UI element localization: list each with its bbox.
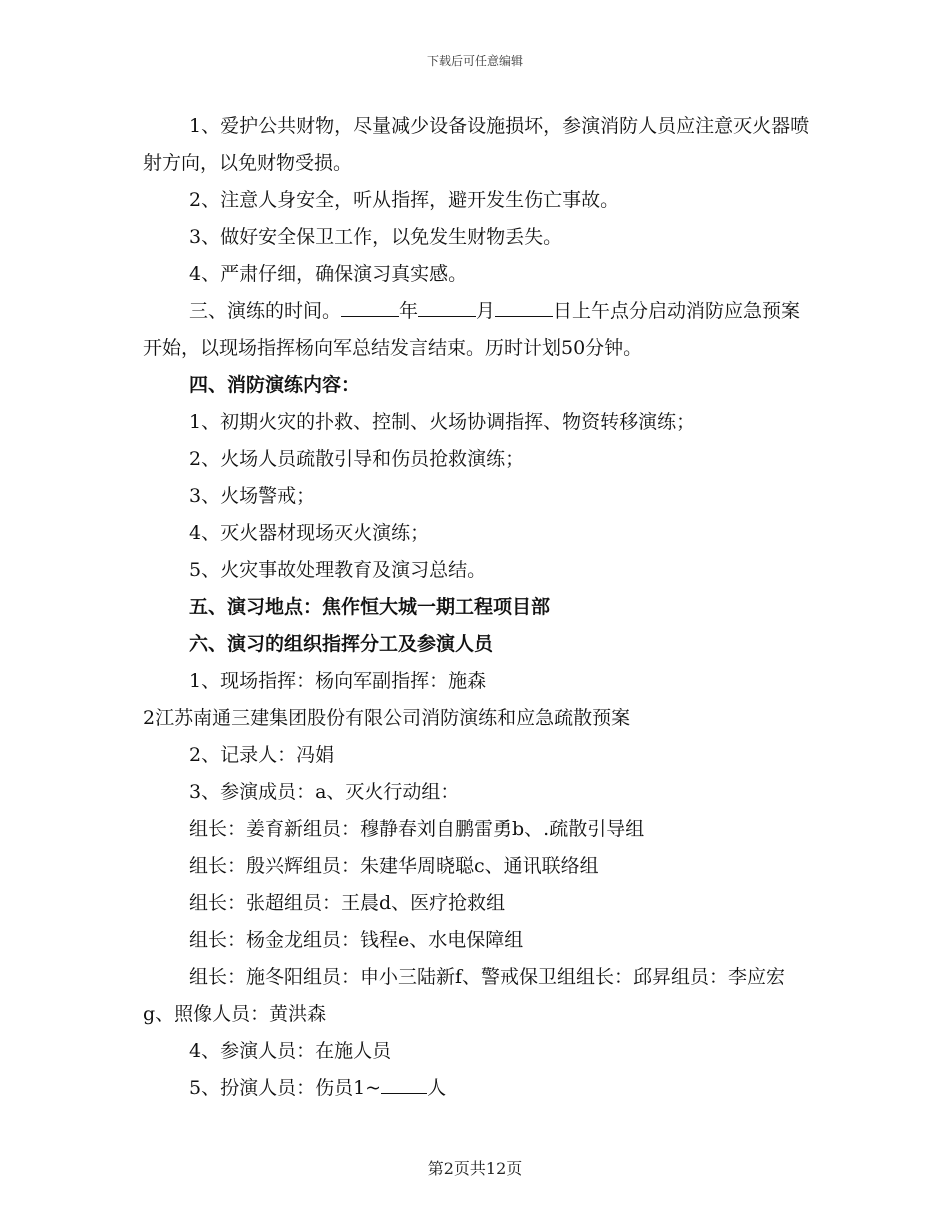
page-header: 下载后可任意编辑 (426, 54, 523, 68)
year-label: 年 (399, 300, 419, 322)
drill-time-heading: 三、演练的时间。 (189, 300, 342, 322)
paragraph-rule-3: 3、做好安全保卫工作，以免发生财物丢失。 (189, 226, 563, 248)
org-item-recorder: 2、记录人：冯娟 (189, 744, 335, 766)
org-item-command: 1、现场指挥：杨向军副指挥：施森 (189, 670, 487, 692)
group-line-4: 组长：杨金龙组员：钱程e、水电保障组 (189, 929, 524, 951)
paragraph-rule-2: 2、注意人身安全，听从指挥，避开发生伤亡事故。 (189, 189, 620, 211)
month-label: 月 (476, 300, 496, 322)
section-heading-location: 五、演习地点：焦作恒大城一期工程项目部 (189, 596, 551, 618)
actors-text: 5、扮演人员：伤员1~ (189, 1077, 382, 1099)
document-body (143, 108, 813, 1107)
section-heading-drill-content: 四、消防演练内容： (189, 374, 361, 396)
paragraph-rule-4: 4、严肃仔细，确保演习真实感。 (189, 263, 468, 285)
actors-unit: 人 (427, 1077, 447, 1099)
paragraph-rule-1: 1、爱护公共财物，尽量减少设备设施损坏，参演消防人员应注意灭火器喷射方向，以免财物受损。 (143, 115, 810, 174)
page-footer: 第2页共12页 (427, 1159, 523, 1178)
blank-line (418, 298, 476, 317)
org-item-participants: 4、参演人员：在施人员 (189, 1040, 392, 1062)
content-item-5: 5、火灾事故处理教育及演习总结。 (189, 559, 487, 581)
content-item-3: 3、火场警戒； (189, 485, 316, 507)
paragraph-drill-time (143, 293, 813, 367)
blank-line (341, 298, 399, 317)
group-line-3: 组长：张超组员：王晨d、医疗抢救组 (189, 892, 506, 914)
group-line-2: 组长：殷兴辉组员：朱建华周晓聪c、通讯联络组 (189, 855, 599, 877)
group-line-1: 组长：姜育新组员：穆静春刘自鹏雷勇b、.疏散引导组 (189, 818, 645, 840)
content-item-2: 2、火场人员疏散引导和伤员抢救演练； (189, 448, 525, 470)
blank-line (495, 298, 553, 317)
document-title-line: 2江苏南通三建集团股份有限公司消防演练和应急疏散预案 (143, 707, 631, 729)
blank-line (381, 1075, 427, 1094)
org-item-members: 3、参演成员：a、灭火行动组： (189, 781, 460, 803)
drill-time-text: 日上午点分启动消防应急预案开始，以现场指挥杨向军总结发言结束。历时计划50分钟。 (143, 300, 801, 359)
content-item-1: 1、初期火灾的扑救、控制、火场协调指挥、物资转移演练； (189, 411, 696, 433)
group-line-5: 组长：施冬阳组员：申小三陆新f、警戒保卫组组长：邱昇组员：李应宏g、照像人员：黄洪森 (143, 966, 786, 1025)
content-item-4: 4、灭火器材现场灭火演练； (189, 522, 430, 544)
org-item-actors (143, 1070, 813, 1107)
section-heading-organization: 六、演习的组织指挥分工及参演人员 (189, 633, 494, 655)
